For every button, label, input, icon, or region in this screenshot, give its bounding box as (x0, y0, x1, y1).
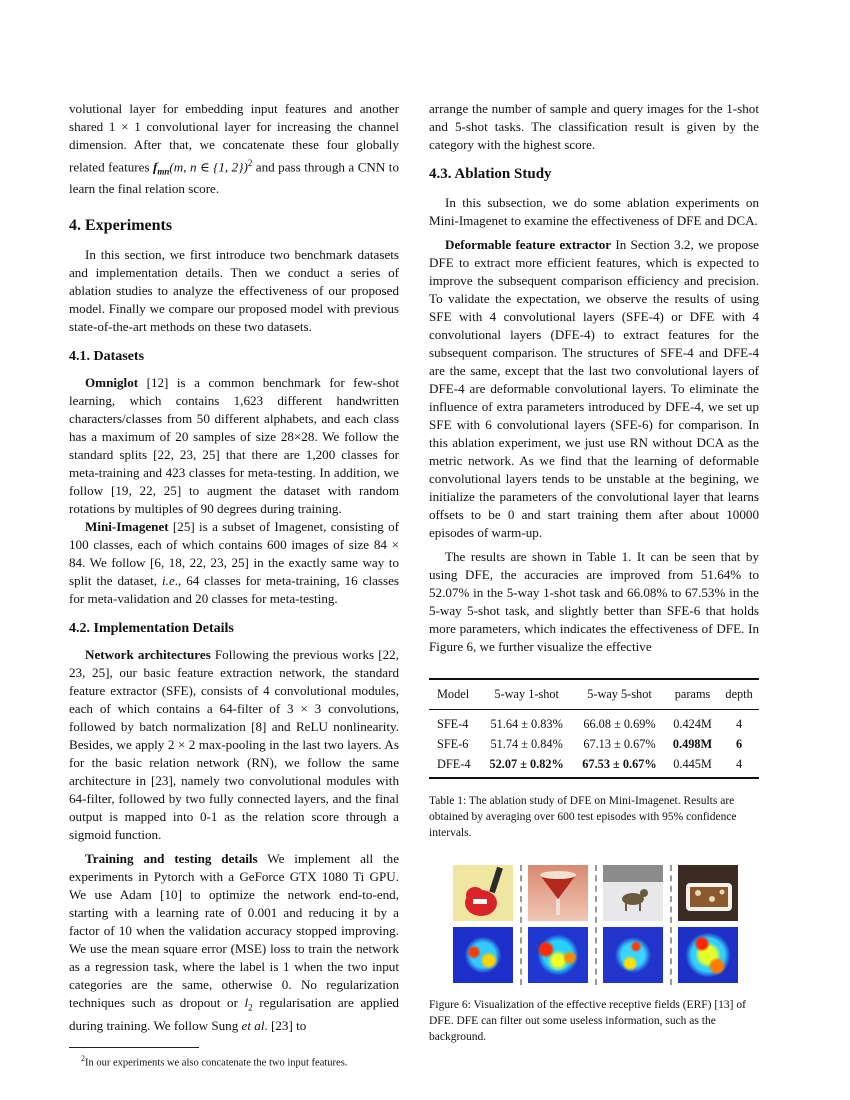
table-header-cell: depth (725, 687, 753, 701)
mini-imagenet-paragraph: Mini-Imagenet [25] is a subset of Imagenet, consisting of 100 classes, each of which contains 600 images of size 84 × 84. We follow [6, 18, 22, 23, 25] in the exactly same way to split the dataset, i.e., 64 classes for meta-training, 16 classes for meta-validation and 20 classes for meta-testing. (69, 519, 399, 607)
figure-column-food (678, 865, 738, 985)
figure-column-dessert (528, 865, 588, 985)
intro-paragraph: volutional layer for embedding input features and another shared 1 × 1 convolutional layer for increasing the channel dimension. After that, we concatenate these four globally related features $f_{mn}(m$, n ∈ {1, 2})$^2$ and pass through a CNN to learn the final relation score. (69, 101, 399, 197)
figure-separator (670, 865, 672, 985)
omniglot-paragraph: Omniglot [12] is a common benchmark for few-shot learning, which contains 1,623 different handwritten characters/classes from 50 different alphabets, and each class has a maximum of 20 samples of size 28×28. We follow the standard splits [22, 23, 25] that there are 1,200 classes for meta-training and 423 classes for meta-testing. In addition, we follow [19, 22, 25] to augment the dataset with random rotations by multiples of 90 degrees during training. (69, 375, 399, 517)
continued-paragraph: arrange the number of sample and query images for the 1-shot and 5-shot tasks. The classification result is given by the category with the highest score. (429, 101, 759, 152)
results-paragraph: The results are shown in Table 1. It can be seen that by using DFE, the accuracies are improved from 51.64% to 52.07% in the 5-way 1-shot task and 66.08% to 67.53% in the 5-way 5-shot task, and slightly better than SFE-6 that holds more parameters, which indicates the effectiveness of DFE. In Figure 6, we further visualize the effective (429, 549, 759, 654)
table-row: SFE-6 51.74 ± 0.84% 67.13 ± 0.67% 0.498M 6 (437, 737, 743, 751)
dessert-image (528, 865, 588, 921)
left-column (69, 100, 399, 1070)
training-details-paragraph: Training and testing details We implement all the experiments in Pytorch with a GeForce GTX 1080 Ti GPU. We use Adam [10] to optimize the network end-to-end, starting with a learning rate of 0.001 and reducing it by a factor of 10 when the validation accuracy stopped improving. We use the mean square error (MSE) loss to train the network as a regression task, where the label is 1 when the two input categories are the same, otherwise 0. No regularization techniques such as dropout or $l_2$ regularisation are applied during training. We follow Sung et al. [23] to (69, 851, 400, 1033)
figure-column-guitar (453, 865, 513, 985)
table-row: SFE-4 51.64 ± 0.83% 66.08 ± 0.69% 0.424M 4 (429, 710, 759, 735)
section-4-3-title: 4.3. Ablation Study (429, 166, 552, 182)
table-row: DFE-4 52.07 ± 0.82% 67.53 ± 0.67% 0.445M 4 (429, 754, 759, 778)
dessert-erf-heatmap (528, 927, 588, 983)
figure-6 (453, 865, 738, 985)
dfe-paragraph: Deformable feature extractor In Section 3.2, we propose DFE to extract more efficient features, which is expected to improve the subsequent comparison efficiency and precision. To validate the expectation, we observe the results of using SFE with 4 convolutional layers (SFE-4) or DFE with 4 convolutional layers (DFE-4) to extract features for the subsequent comparison. The structures of SFE-4 and DFE-4 are the same, except that the last two convolutional layers of DFE-4 are deformable convolutional layers. To eliminate the influence of extra parameters introduced by DFE-4, we set up SFE with 6 convolutional layers (SFE-6) for comparison. In this ablation experiment, we just use RN without DCA as the metric network. As we find that the learning of deformable convolutional layers tends to be unstable at the begining, we initialize the parameters of the convolutional layer that learns offsets to be 0 and start training them after about 10000 episodes of warm-up. (429, 237, 759, 540)
footnote-rule (69, 1047, 199, 1048)
ablation-table (429, 678, 759, 779)
food-image (678, 865, 738, 921)
figure-caption: Figure 6: Visualization of the effective receptive fields (ERF) [13] of DFE. DFE can filter out some useless information, such as the background. (429, 999, 746, 1043)
figure-column-dog (603, 865, 663, 985)
figure-separator (595, 865, 597, 985)
section-4-1-title: 4.1. Datasets (69, 349, 145, 365)
ablation-intro: In this subsection, we do some ablation experiments on Mini-Imagenet to examine the effectiveness of DFE and DCA. (429, 195, 759, 228)
food-erf-heatmap (678, 927, 738, 983)
dog-erf-heatmap (603, 927, 663, 983)
section-4-2-title: 4.2. Implementation Details (69, 621, 234, 637)
figure-separator (520, 865, 522, 985)
table-header-cell: 5-way 1-shot (494, 687, 559, 701)
guitar-erf-heatmap (453, 927, 513, 983)
dog-image (603, 865, 663, 921)
table-header-cell: params (674, 687, 711, 701)
right-column (429, 100, 759, 1045)
guitar-image (453, 865, 513, 921)
section-4-title: 4. Experiments (69, 217, 173, 235)
section-4-body: In this section, we first introduce two benchmark datasets and implementation details. Then we conduct a series of ablation studies to analyze the effectiveness of our proposed model. Finally we compare our proposed model with previous state-of-the-art methods on these two datasets. (69, 247, 399, 335)
footnote: $^2$In our experiments we also concatenate the two input features. (81, 1053, 348, 1069)
table-header-cell: Model (437, 687, 470, 701)
table-header-cell: 5-way 5-shot (587, 687, 652, 701)
network-architectures-paragraph: Network architectures Following the previous works [22, 23, 25], our basic feature extraction network, the standard feature extractor (SFE), consists of 4 convolutional modules, each of which contains a 64-filter of 3 × 3 convolutions, followed by batch normalization [8] and ReLU nonlinearity. Besides, we apply 2 × 2 max-pooling in the last two layers. As for the basic relation network (RN), we follow the same architecture in [23], namely two convolutional modules with 64-filter, followed by two fully connected layers, and the final output is mapped into 0-1 as the relation score through a sigmoid function. (69, 647, 399, 843)
table-caption: Table 1: The ablation study of DFE on Mini-Imagenet. Results are obtained by averaging over 600 test episodes with 95% confidence intervals. (429, 795, 737, 839)
